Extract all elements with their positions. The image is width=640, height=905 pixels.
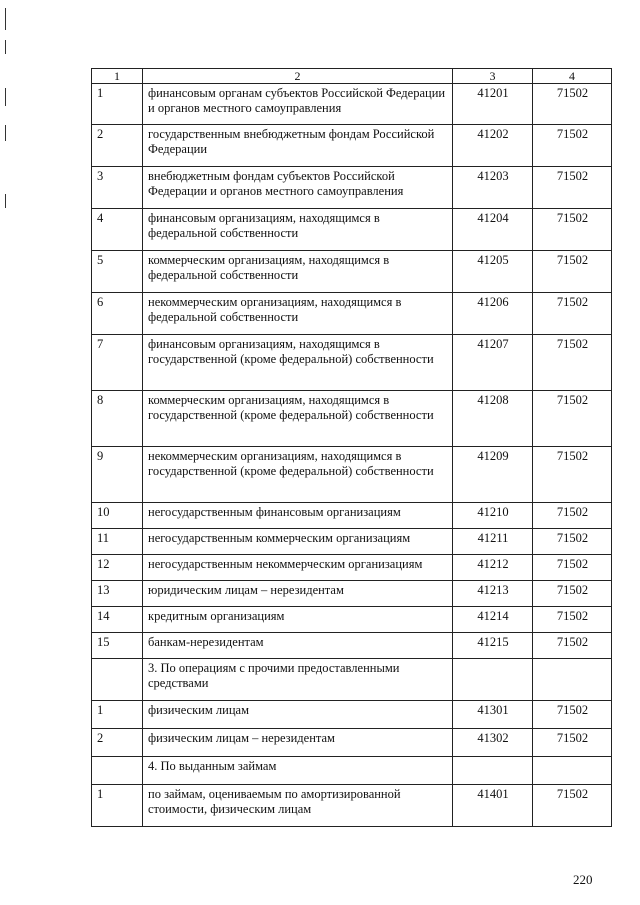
row-code: 41214	[453, 607, 533, 633]
page-number: 220	[573, 872, 593, 887]
row-number: 2	[92, 729, 143, 757]
row-number: 12	[92, 555, 143, 581]
row-description: юридическим лицам – нерезидентам	[143, 581, 453, 607]
row-number: 9	[92, 447, 143, 503]
row-number: 15	[92, 633, 143, 659]
row-account: 71502	[533, 293, 612, 335]
row-description: государственным внебюджетным фондам Российской Федерации	[143, 125, 453, 167]
column-header-2: 2	[143, 69, 453, 84]
row-description: некоммерческим организациям, находящимся в государственной (кроме федеральной) собственности	[143, 447, 453, 503]
section-row	[92, 659, 612, 701]
table-row	[92, 701, 612, 729]
row-account: 71502	[533, 84, 612, 125]
row-description: коммерческим организациям, находящимся в государственной (кроме федеральной) собственности	[143, 391, 453, 447]
row-code: 41201	[453, 84, 533, 125]
row-description: финансовым органам субъектов Российской Федерации и органов местного самоуправления	[143, 84, 453, 125]
row-code: 41212	[453, 555, 533, 581]
table-row	[92, 529, 612, 555]
row-code: 41205	[453, 251, 533, 293]
row-account: 71502	[533, 391, 612, 447]
row-description: банкам-нерезидентам	[143, 633, 453, 659]
table-row	[92, 555, 612, 581]
row-number: 1	[92, 701, 143, 729]
row-account: 71502	[533, 503, 612, 529]
row-number: 1	[92, 84, 143, 125]
row-account: 71502	[533, 125, 612, 167]
section-title: 4. По выданным займам	[143, 757, 453, 785]
row-code: 41213	[453, 581, 533, 607]
row-number: 5	[92, 251, 143, 293]
scan-mark	[5, 8, 6, 30]
row-code: 41207	[453, 335, 533, 391]
row-account: 71502	[533, 251, 612, 293]
row-description: кредитным организациям	[143, 607, 453, 633]
row-code: 41301	[453, 701, 533, 729]
row-code: 41210	[453, 503, 533, 529]
row-account	[533, 659, 612, 701]
row-code: 41211	[453, 529, 533, 555]
row-account	[533, 757, 612, 785]
row-code: 41208	[453, 391, 533, 447]
row-code: 41209	[453, 447, 533, 503]
row-code: 41215	[453, 633, 533, 659]
table-row	[92, 84, 612, 125]
row-description: коммерческим организациям, находящимся в федеральной собственности	[143, 251, 453, 293]
row-description: негосударственным финансовым организациям	[143, 503, 453, 529]
row-account: 71502	[533, 607, 612, 633]
table-row	[92, 581, 612, 607]
row-number: 2	[92, 125, 143, 167]
column-header-3: 3	[453, 69, 533, 84]
scan-mark	[5, 40, 6, 54]
row-number: 7	[92, 335, 143, 391]
table-row	[92, 785, 612, 827]
row-number: 6	[92, 293, 143, 335]
row-account: 71502	[533, 633, 612, 659]
row-code: 41401	[453, 785, 533, 827]
row-code: 41202	[453, 125, 533, 167]
row-description: физическим лицам – нерезидентам	[143, 729, 453, 757]
row-description: негосударственным некоммерческим организациям	[143, 555, 453, 581]
column-header-1: 1	[92, 69, 143, 84]
row-account: 71502	[533, 701, 612, 729]
column-header-4: 4	[533, 69, 612, 84]
row-number: 1	[92, 785, 143, 827]
row-description: некоммерческим организациям, находящимся в федеральной собственности	[143, 293, 453, 335]
row-code	[453, 757, 533, 785]
row-description: финансовым организациям, находящимся в федеральной собственности	[143, 209, 453, 251]
table-row	[92, 293, 612, 335]
section-row	[92, 757, 612, 785]
table-row	[92, 125, 612, 167]
row-account: 71502	[533, 209, 612, 251]
row-number: 8	[92, 391, 143, 447]
section-title: 3. По операциям с прочими предоставленными средствами	[143, 659, 453, 701]
row-description: негосударственным коммерческим организациям	[143, 529, 453, 555]
row-number	[92, 757, 143, 785]
row-code	[453, 659, 533, 701]
row-account: 71502	[533, 729, 612, 757]
row-code: 41203	[453, 167, 533, 209]
row-account: 71502	[533, 335, 612, 391]
table-row	[92, 335, 612, 391]
table-row	[92, 633, 612, 659]
row-code: 41206	[453, 293, 533, 335]
row-account: 71502	[533, 581, 612, 607]
row-description: внебюджетным фондам субъектов Российской Федерации и органов местного самоуправления	[143, 167, 453, 209]
row-number: 11	[92, 529, 143, 555]
table-header-row	[92, 69, 612, 84]
row-description: физическим лицам	[143, 701, 453, 729]
table-row	[92, 167, 612, 209]
row-code: 41204	[453, 209, 533, 251]
row-account: 71502	[533, 167, 612, 209]
row-account: 71502	[533, 447, 612, 503]
row-description: по займам, оцениваемым по амортизированной стоимости, физическим лицам	[143, 785, 453, 827]
row-number	[92, 659, 143, 701]
table-row	[92, 447, 612, 503]
account-table	[91, 68, 612, 827]
row-number: 4	[92, 209, 143, 251]
table-row	[92, 729, 612, 757]
table-row	[92, 607, 612, 633]
row-code: 41302	[453, 729, 533, 757]
row-description: финансовым организациям, находящимся в государственной (кроме федеральной) собственности	[143, 335, 453, 391]
row-account: 71502	[533, 555, 612, 581]
scan-mark	[5, 125, 6, 141]
row-account: 71502	[533, 529, 612, 555]
row-number: 13	[92, 581, 143, 607]
scan-mark	[5, 194, 6, 208]
table-row	[92, 503, 612, 529]
row-number: 3	[92, 167, 143, 209]
table-row	[92, 391, 612, 447]
row-number: 10	[92, 503, 143, 529]
table-row	[92, 209, 612, 251]
scan-mark	[5, 88, 6, 106]
row-number: 14	[92, 607, 143, 633]
row-account: 71502	[533, 785, 612, 827]
table-row	[92, 251, 612, 293]
